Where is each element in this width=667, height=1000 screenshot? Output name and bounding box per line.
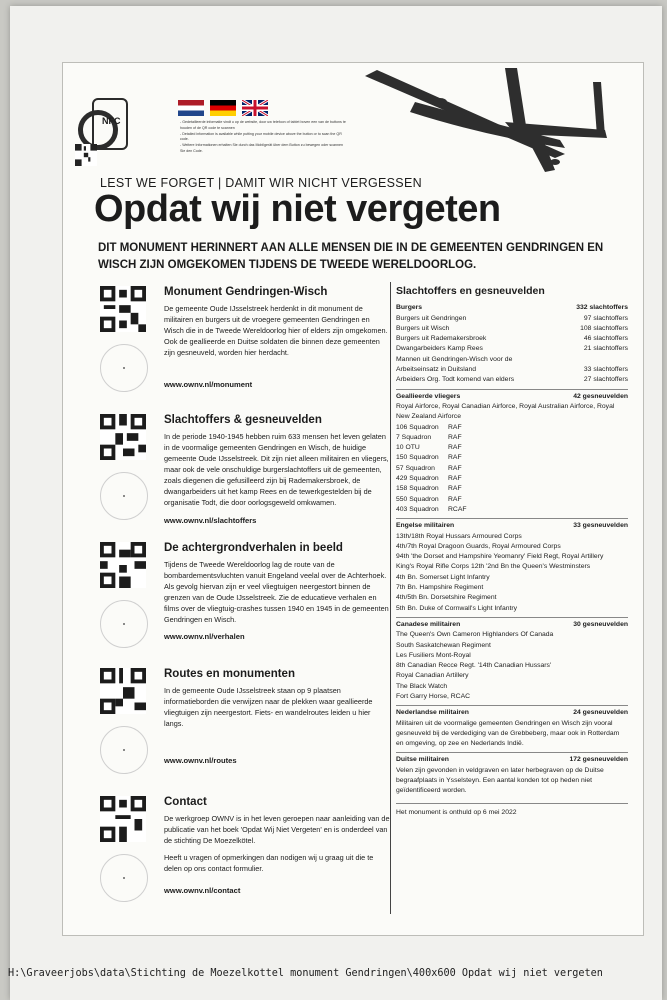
list-item: 158 Squadron RAF xyxy=(396,485,462,493)
list-item: Mannen uit Gendringen-Wisch voor de Arbeitseinsatz in Duitsland 33 slachtoffers xyxy=(396,355,628,374)
list-item: 106 Squadron RAF xyxy=(396,423,462,431)
list-item: 150 Squadron RAF xyxy=(396,454,462,462)
list-item: 13th/18th Royal Hussars Armoured Corps xyxy=(396,532,522,540)
list-item: 5th Bn. Duke of Cornwall's Light Infantry xyxy=(396,604,518,612)
nfc-label: NFC xyxy=(102,116,121,126)
section-title: De achtergrondverhalen in beeld xyxy=(164,542,343,554)
list-item: Burgers uit Wisch 108 slachtoffers xyxy=(396,324,628,332)
list-item: Fort Garry Horse, RCAC xyxy=(396,692,471,700)
section-link[interactable]: www.ownv.nl/slachtoffers xyxy=(164,516,257,525)
group-engelse: Engelse militairen 33 gesneuvelden 13th/18th Royal Hussars Armoured Corps 4th/7th Royal Dragoon Guards, Royal Armoured Corps 94th 'the Dorset and Hampshire Yeomanry' Field Regt, Royal Artillery King's Royal Rifle Corps 12th '2nd Bn the Queen's Westminsters 4th Bn. Somerset Light Infantry 7th Bn. Hampshire Regiment 4th/5th Bn. Dorsetshire Regiment 5th Bn. Duke of Cornwall's Light Infantry xyxy=(396,518,628,614)
lest-we-forget-line: LEST WE FORGET | DAMIT WIR NICHT VERGESSEN xyxy=(100,176,422,190)
section-body: Tijdens de Tweede Wereldoorlog lag de route van de bombardementsvluchten vanuit Engeland veelal over de Achterhoek. Als gevolg hiervan zijn er veel vliegtuigen neergestort binnen de grenzen van de Oude IJsselstreek. Zie de educatieve verhalen en films over de vliegtuig-crashes tussen 1940 en 1945 in de gemeenten Gendringen en Wisch. xyxy=(164,560,389,624)
lancaster-bomber-icon xyxy=(355,62,615,182)
section-title: Routes en monumenten xyxy=(164,668,295,680)
list-item: Dwangarbeiders Kamp Rees 21 slachtoffers xyxy=(396,345,628,353)
section-title: Contact xyxy=(164,796,207,808)
nfc-button[interactable] xyxy=(100,600,148,648)
german-flag-icon xyxy=(210,100,236,116)
section-link[interactable]: www.ownv.nl/monument xyxy=(164,380,253,389)
group-vliegers: Geallieerde vliegers 42 gesneuvelden Royal Airforce, Royal Canadian Airforce, Royal Australian Airforce, Royal New Zealand Airforce 106 Squadron RAF 7 Squadron RAF 10 OTU RAF 150 Squadron RAF 57 Squadron RAF 429 Squadron RAF 158 Squadron RAF 550 Squadron RAF 403 Squadron RCAF xyxy=(396,389,628,516)
list-item: 4th/5th Bn. Dorsetshire Regiment xyxy=(396,594,497,602)
list-item: King's Royal Rifle Corps 12th '2nd Bn the Queen's Westminsters xyxy=(396,563,591,571)
unveiled-date: Het monument is onthuld op 6 mei 2022 xyxy=(396,803,628,818)
file-path-footer: H:\Graveerjobs\data\Stichting de Moezelkottel monument Gendringen\400x600 Opdat wij niet vergeten xyxy=(8,968,603,979)
section-link[interactable]: www.ownv.nl/contact xyxy=(164,886,241,895)
nfc-button[interactable] xyxy=(100,472,148,520)
list-item: 57 Squadron RAF xyxy=(396,464,462,472)
list-item: 7 Squadron RAF xyxy=(396,433,462,441)
list-item: Burgers uit Gendringen 97 slachtoffers xyxy=(396,314,628,322)
list-item: 7th Bn. Hampshire Regiment xyxy=(396,584,484,592)
list-item: Burgers uit Rademakersbroek 46 slachtoffers xyxy=(396,335,628,343)
group-nederlandse: Nederlandse militairen 24 gesneuvelden Militairen uit de voormalige gemeenten Gendringen en Wisch zijn vooral gesneuveld bij de verdediging van de Grebbeberg, maar ook in Rotterdam en omgeving, op zee en Nederlands Indië. xyxy=(396,705,628,749)
group-duitse: Duitse militairen 172 gesneuvelden Velen zijn gevonden in veldgraven en later herbegraven op de Duitse begraafplaats in Ysselsteyn. Een aantal konden tot op heden niet geïdentificeerd worden. xyxy=(396,752,628,796)
group-canadese: Canadese militairen 30 gesneuvelden The Queen's Own Cameron Highlanders Of Canada South Saskatchewan Regiment Les Fusiliers Mont-Royal 8th Canadian Recce Regt. '14th Canadian Hussars' Royal Canadian Artillery The Black Watch Fort Garry Horse, RCAC xyxy=(396,617,628,702)
list-item: Les Fusiliers Mont-Royal xyxy=(396,651,471,659)
qr-code-icon[interactable] xyxy=(100,796,146,842)
qr-code-icon[interactable] xyxy=(100,414,146,460)
list-item: 403 Squadron RCAF xyxy=(396,505,467,513)
dutch-flag-icon xyxy=(178,100,204,116)
list-item: 10 OTU RAF xyxy=(396,444,462,452)
section-body: De werkgroep OWNV is in het leven geroepen naar aanleiding van de publicatie van het boek 'Opdat Wij Niet Vergeten' en is onderdeel van de stichting De Moezelkötel. Heeft u vragen of opmerkingen dan nodigen wij u graag uit die te delen op ons contact formulier. xyxy=(164,814,390,873)
section-body: In de periode 1940-1945 hebben ruim 633 mensen het leven gelaten in de voormalige gemeenten Gendringen en Wisch, de huidige gemeente Oude IJsselstreek. Dit zijn niet alleen militairen en vliegers, maar ook de vele onschuldige burgerslachtoffers uit de gemeenten, zoals diegenen die gefusilleerd zijn bij Rademakersbroek, de dwangarbeiders uit het kamp Rees en de tewerkgestelden bij de organisatie Todt, die door oorlogsgeweld omkwamen. xyxy=(164,432,389,507)
list-item: The Black Watch xyxy=(396,682,448,690)
victims-overview xyxy=(396,286,628,818)
group-burgers: Burgers 332 slachtoffers Burgers uit Gendringen 97 slachtoffers Burgers uit Wisch 108 slachtoffers Burgers uit Rademakersbroek 46 slachtoffers Dwangarbeiders Kamp Rees 21 slachtoffers Mannen uit Gendringen-Wisch voor de Arbeitseinsatz in Duitsland 33 slachtoffers Arbeiders Org. Todt komend van elders 27 slachtoffers xyxy=(396,303,628,385)
section-title: Slachtoffers & gesneuvelden xyxy=(164,414,322,426)
nfc-button[interactable] xyxy=(100,854,148,902)
section-body: De gemeente Oude IJsselstreek herdenkt in dit monument de militairen en burgers uit de vroegere gemeenten Gendringen en Wisch die in de Tweede Wereldoorlog hier of elders zijn omgekomen. Ook de geallieerde en Duitse soldaten die binnen deze gemeenten zijn gesneuveld, worden hier herdacht. xyxy=(164,304,388,357)
list-item: Royal Canadian Artillery xyxy=(396,672,469,680)
page-title: Opdat wij niet vergeten xyxy=(94,188,501,230)
list-item: 8th Canadian Recce Regt. '14th Canadian Hussars' xyxy=(396,662,552,670)
nfc-button[interactable] xyxy=(100,344,148,392)
qr-code-icon[interactable] xyxy=(100,286,146,332)
list-item: 4th Bn. Somerset Light Infantry xyxy=(396,573,490,581)
qr-code-icon[interactable] xyxy=(100,542,146,588)
uk-flag-icon xyxy=(242,100,268,116)
section-body: In de gemeente Oude IJsselstreek staan op 9 plaatsen informatieborden die verwijzen naar de plekken waar geallieerde vliegtuigen zijn neergestort. Fiets- en wandelroutes leiden u hier langs. xyxy=(164,686,373,728)
qr-code-icon xyxy=(75,144,97,166)
qr-code-icon[interactable] xyxy=(100,668,146,714)
list-item: 550 Squadron RAF xyxy=(396,495,462,503)
list-item: The Queen's Own Cameron Highlanders Of Canada xyxy=(396,631,554,639)
list-item: 4th/7th Royal Dragoon Guards, Royal Armoured Corps xyxy=(396,542,561,550)
monument-subtitle: DIT MONUMENT HERINNERT AAN ALLE MENSEN DIE IN DE GEMEENTEN GENDRINGEN EN WISCH ZIJN OMGEKOMEN TIJDENS DE TWEEDE WERELDOORLOG. xyxy=(98,242,604,271)
column-divider xyxy=(390,282,391,914)
list-item: South Saskatchewan Regiment xyxy=(396,641,491,649)
nfc-button[interactable] xyxy=(100,726,148,774)
device-instructions: - Gedetailleerde informatie vindt u op de website, door uw telefoon of tablet boven een van de buttons te houden of de QR code te scannen - Detailed information is available while putting your mobile device above the button or to scan the QR code. - Weitere Informationen erhalten Sie durch das Mobilgerät über dem Button zu bewegen oder scannen Sie den Code. xyxy=(180,120,346,153)
section-title: Monument Gendringen-Wisch xyxy=(164,286,328,298)
victims-title: Slachtoffers en gesneuvelden xyxy=(396,285,545,297)
list-item: 94th 'the Dorset and Hampshire Yeomanry' Field Regt, Royal Artillery xyxy=(396,553,604,561)
section-link[interactable]: www.ownv.nl/routes xyxy=(164,756,237,765)
list-item: Arbeiders Org. Todt komend van elders 27 slachtoffers xyxy=(396,376,628,384)
section-link[interactable]: www.ownv.nl/verhalen xyxy=(164,632,245,641)
list-item: 429 Squadron RAF xyxy=(396,475,462,483)
